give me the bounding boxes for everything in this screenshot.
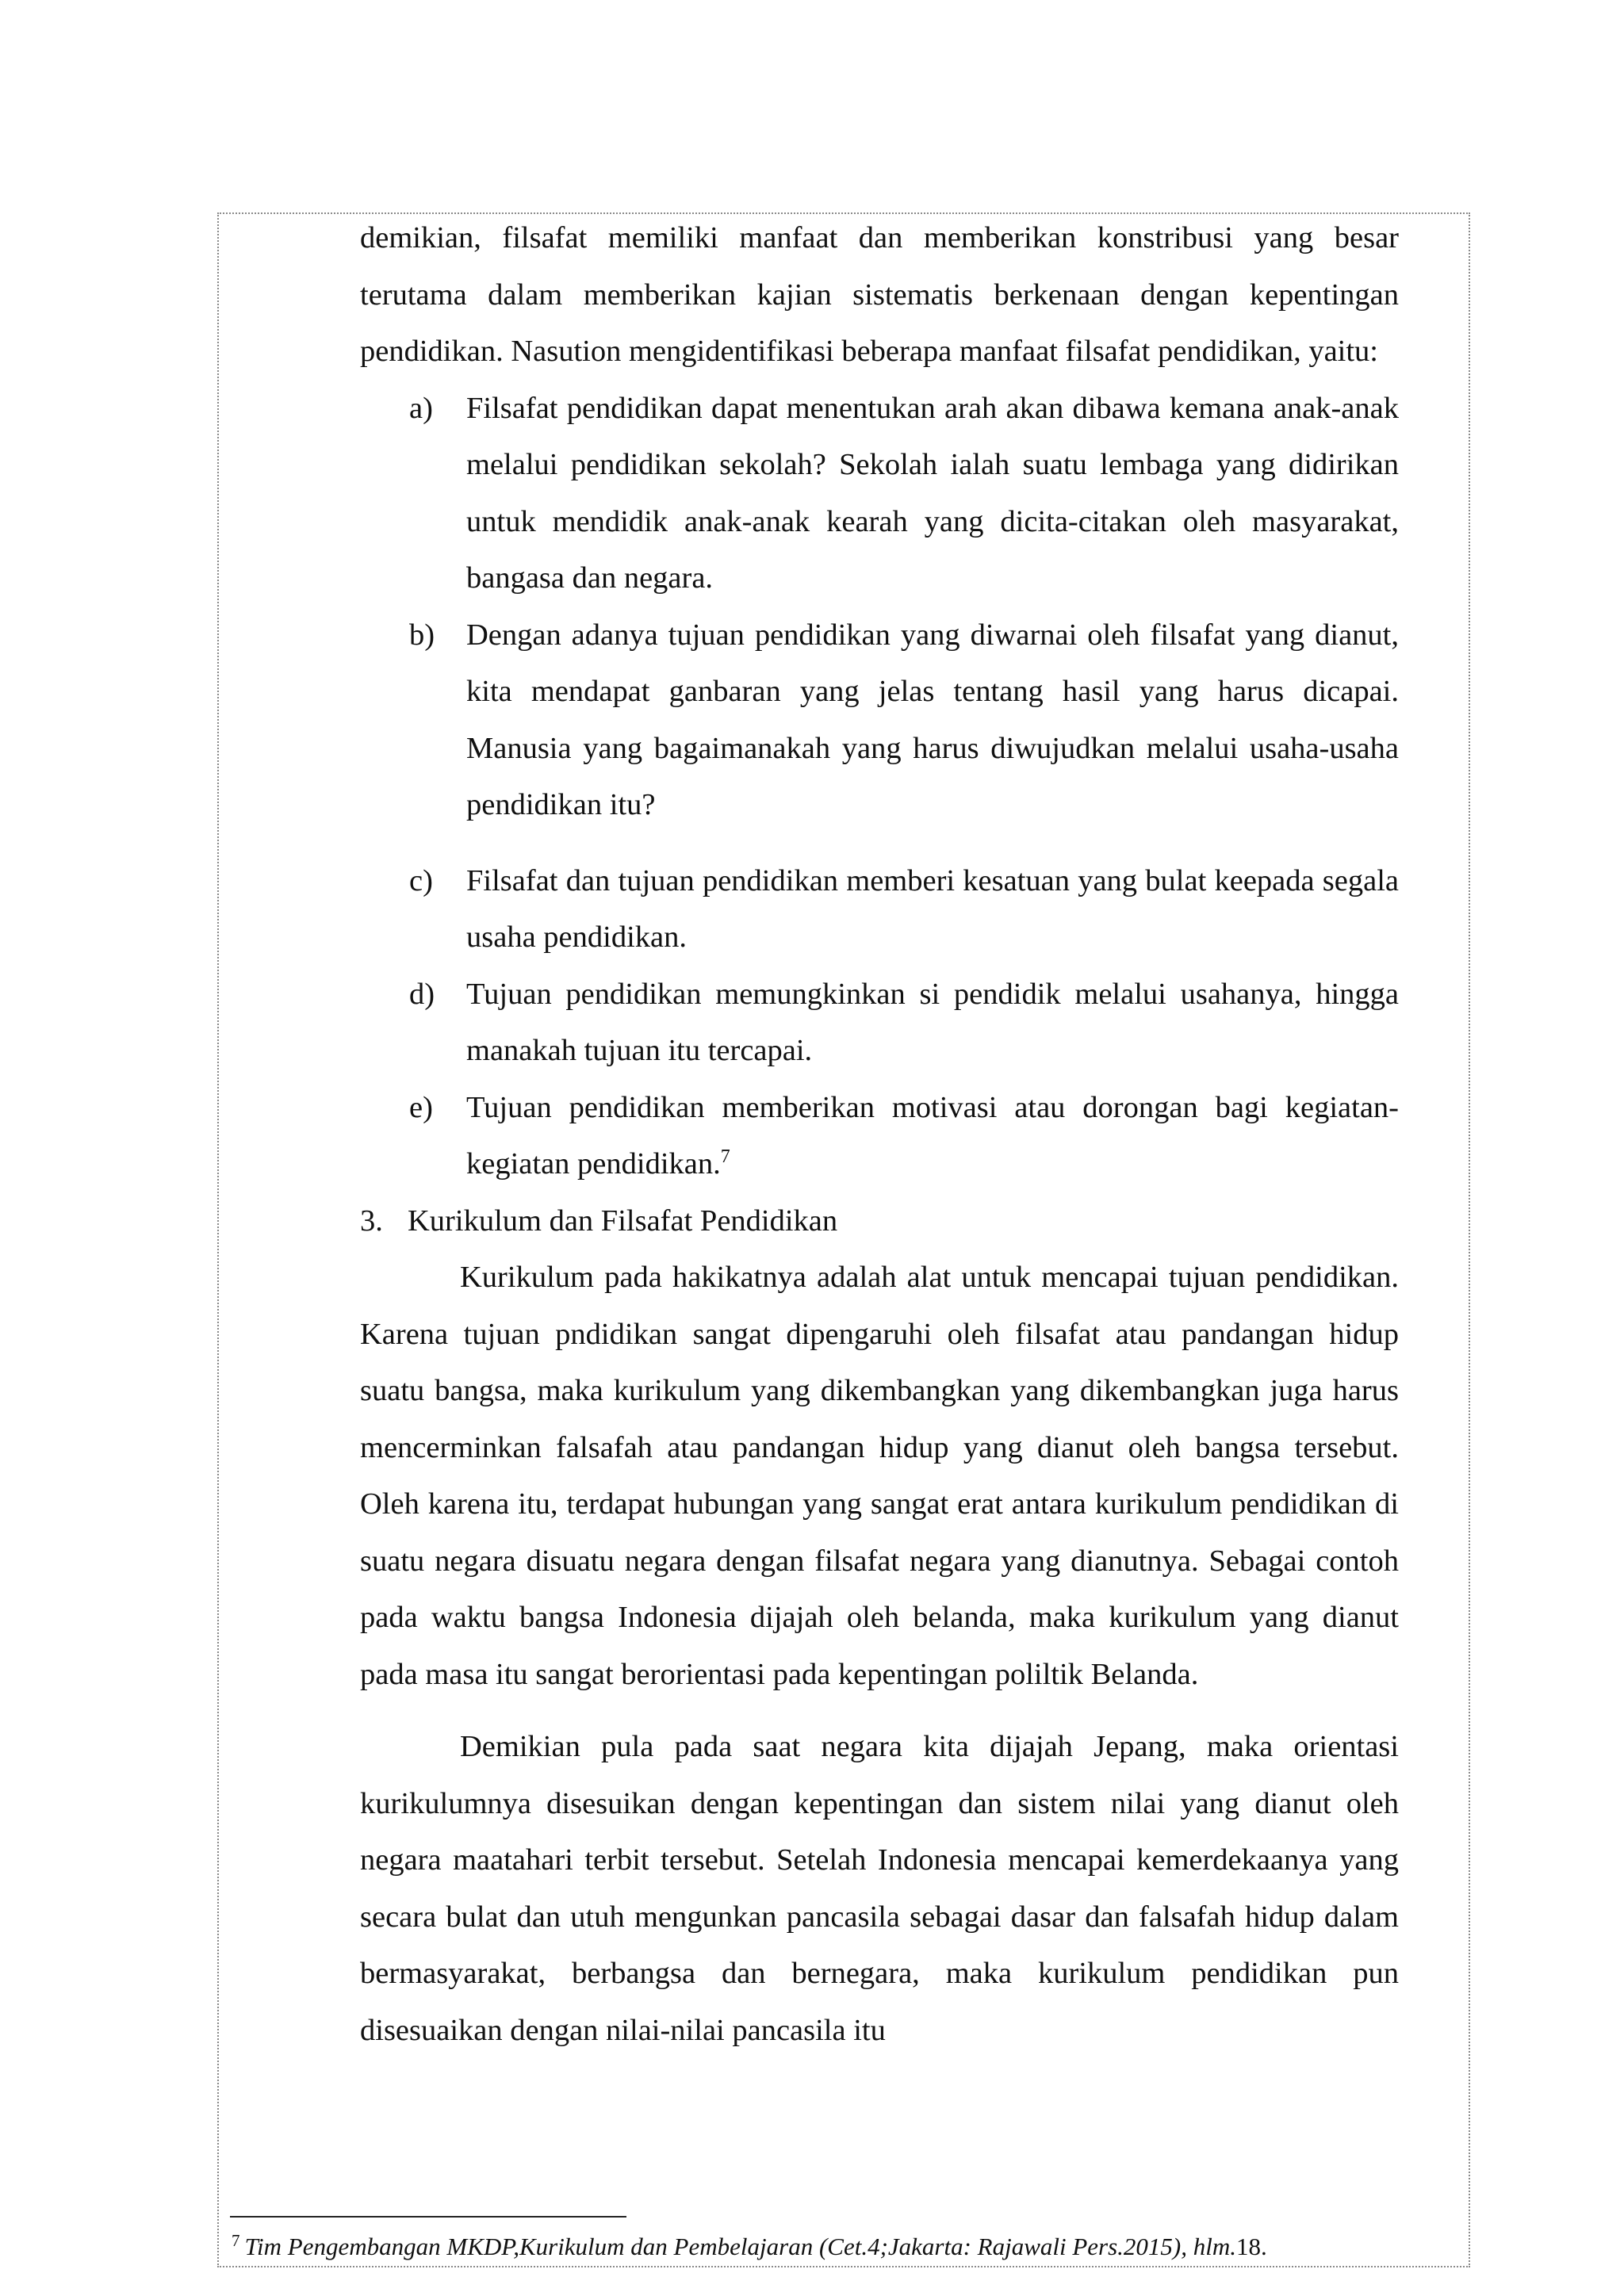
footnote [232, 2231, 1397, 2263]
list-item-text: Filsafat dan tujuan pendidikan memberi kesatuan yang bulat keepada segala usaha pendidikan. [466, 863, 1399, 954]
section-number: 3. [360, 1203, 383, 1238]
list-marker: d) [409, 977, 435, 1011]
footnote-citation: Tim Pengembangan MKDP,Kurikulum dan Pembelajaran (Cet.4;Jakarta: Rajawali Pers.2015), hlm. [244, 2233, 1237, 2260]
footnote-reference: 7 [720, 1146, 730, 1168]
footnote-mark: 7 [232, 2230, 240, 2250]
list-item-d [360, 966, 1399, 1080]
list-item-text: Filsafat pendidikan dapat menentukan arah akan dibawa kemana anak-anak melalui pendidikan sekolah? Sekolah ialah suatu lembaga yang didirikan untuk mendidik anak-anak kearah yang dicita-citakan oleh masyarakat, bangasa dan negara. [466, 391, 1399, 595]
body-paragraph-2: Demikian pula pada saat negara kita dijajah Jepang, maka orientasi kurikulumnya disesuikan dengan kepentingan dan sistem nilai yang dianut oleh negara maatahari terbit tersebut. Setelah Indonesia mencapai kemerdekaanya yang secara bulat dan utuh mengunkan pancasila sebagai dasar dan falsafah hidup dalam bermasyarakat, berbangsa dan bernegara, maka kurikulum pendidikan pun disesuaikan dengan nilai-nilai pancasila itu [360, 1730, 1399, 2047]
list-item-text: Tujuan pendidikan memberikan motivasi atau dorongan bagi kegiatan-kegiatan pendidikan. [466, 1090, 1399, 1181]
list-item-text: Dengan adanya tujuan pendidikan yang diwarnai oleh filsafat yang dianut, kita mendapat ganbaran yang jelas tentang hasil yang harus dicapai. Manusia yang bagaimanakah yang harus diwujudkan melalui usaha-usaha pendidikan itu? [466, 618, 1399, 821]
list-marker: e) [409, 1090, 433, 1124]
list-item-text: Tujuan pendidikan memungkinkan si pendidik melalui usahanya, hingga manakah tujuan itu tercapai. [466, 977, 1399, 1067]
list-item-b [360, 607, 1399, 834]
list-marker: c) [409, 863, 433, 897]
body-text [360, 210, 1399, 2059]
list-marker: a) [409, 391, 433, 425]
list-item-c [360, 853, 1399, 966]
list-item-a [360, 381, 1399, 607]
section-heading [360, 1193, 1399, 1250]
footnote-page: 18. [1236, 2233, 1267, 2260]
intro-paragraph: demikian, filsafat memiliki manfaat dan memberikan konstribusi yang besar terutama dalam memberikan kajian sistematis berkenaan dengan kepentingan pendidikan. Nasution mengidentifikasi beberapa manfaat filsafat pendidikan, yaitu: [360, 221, 1399, 368]
body-paragraph-1: Kurikulum pada hakikatnya adalah alat untuk mencapai tujuan pendidikan. Karena tujuan pndidikan sangat dipengaruhi oleh filsafat atau pandangan hidup suatu bangsa, maka kurikulum yang dikembangkan yang dikembangkan juga harus mencerminkan falsafah atau pandangan hidup yang dianut oleh bangsa tersebut. Oleh karena itu, terdapat hubungan yang sangat erat antara kurikulum pendidikan di suatu negara disuatu negara dengan filsafat negara yang dianutnya. Sebagai contoh pada waktu bangsa Indonesia dijajah oleh belanda, maka kurikulum yang dianut pada masa itu sangat berorientasi pada kepentingan poliltik Belanda. [360, 1261, 1399, 1691]
list-marker: b) [409, 618, 435, 652]
footnote-separator [230, 2216, 626, 2218]
list-item-e [360, 1080, 1399, 1193]
section-title: Kurikulum dan Filsafat Pendidikan [408, 1203, 838, 1238]
